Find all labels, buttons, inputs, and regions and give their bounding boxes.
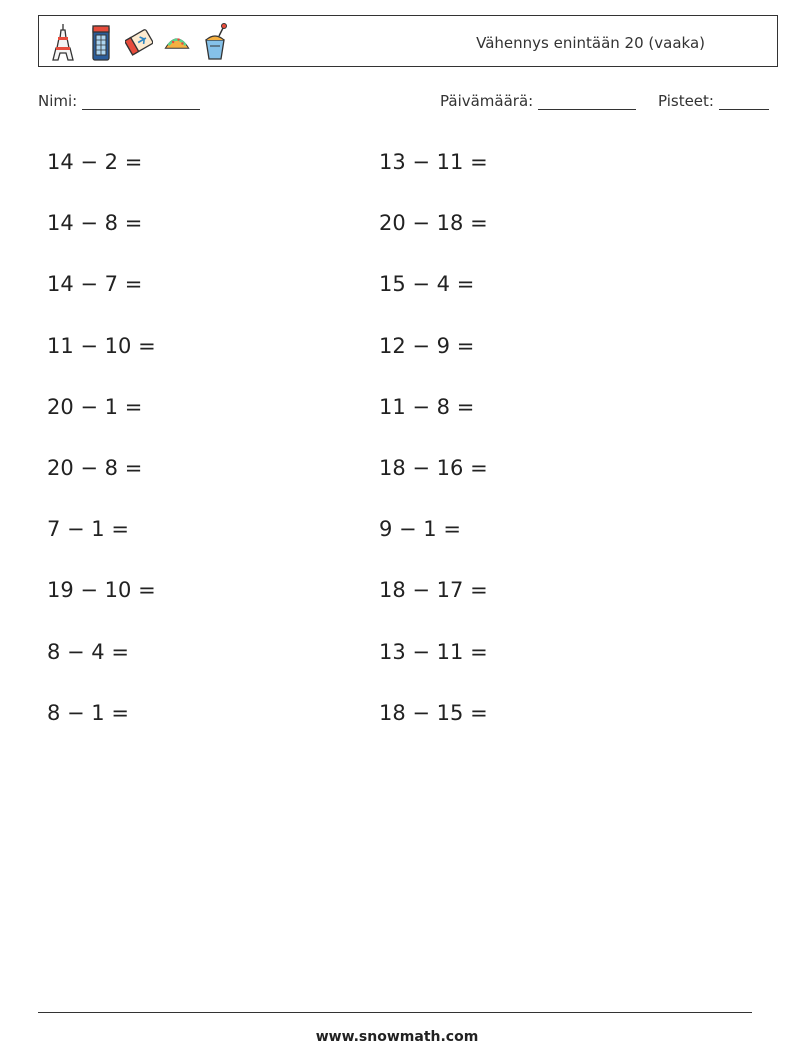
problem-item: 13 − 11 = — [379, 150, 488, 174]
date-label: Päivämäärä: — [440, 92, 534, 110]
date-field — [440, 92, 636, 110]
problem-item: 14 − 8 = — [47, 211, 143, 235]
plane-ticket-icon — [125, 22, 153, 62]
problem-item: 11 − 10 = — [47, 334, 156, 358]
phone-booth-icon — [87, 22, 115, 62]
problem-item: 18 − 17 = — [379, 578, 488, 602]
score-field — [658, 92, 769, 110]
problem-item: 7 − 1 = — [47, 517, 129, 541]
problem-item: 19 − 10 = — [47, 578, 156, 602]
problem-item: 13 − 11 = — [379, 640, 488, 664]
problem-item: 14 − 7 = — [47, 272, 143, 296]
eiffel-tower-icon — [49, 22, 77, 62]
worksheet-header — [38, 15, 778, 67]
problem-item: 18 − 16 = — [379, 456, 488, 480]
name-blank — [82, 93, 200, 110]
footer-url: www.snowmath.com — [315, 1029, 479, 1045]
name-label: Nimi: — [38, 92, 78, 110]
problem-item: 14 − 2 = — [47, 150, 143, 174]
problem-item: 20 − 18 = — [379, 211, 488, 235]
problem-item: 20 − 8 = — [47, 456, 143, 480]
score-label: Pisteet: — [658, 92, 714, 110]
sand-bucket-icon — [201, 22, 229, 62]
date-blank — [538, 93, 636, 110]
icon-strip — [49, 20, 229, 64]
problem-item: 18 − 15 = — [379, 701, 488, 725]
problem-item: 11 − 8 = — [379, 395, 475, 419]
problem-item: 12 − 9 = — [379, 334, 475, 358]
problem-item: 15 − 4 = — [379, 272, 475, 296]
name-field — [38, 92, 200, 110]
problem-item: 9 − 1 = — [379, 517, 461, 541]
taco-icon — [163, 22, 191, 62]
problem-item: 8 − 4 = — [47, 640, 129, 664]
worksheet-title: Vähennys enintään 20 (vaaka) — [476, 34, 705, 52]
score-blank — [719, 93, 769, 110]
problem-item: 8 − 1 = — [47, 701, 129, 725]
footer-divider — [38, 1012, 752, 1013]
problem-item: 20 − 1 = — [47, 395, 143, 419]
